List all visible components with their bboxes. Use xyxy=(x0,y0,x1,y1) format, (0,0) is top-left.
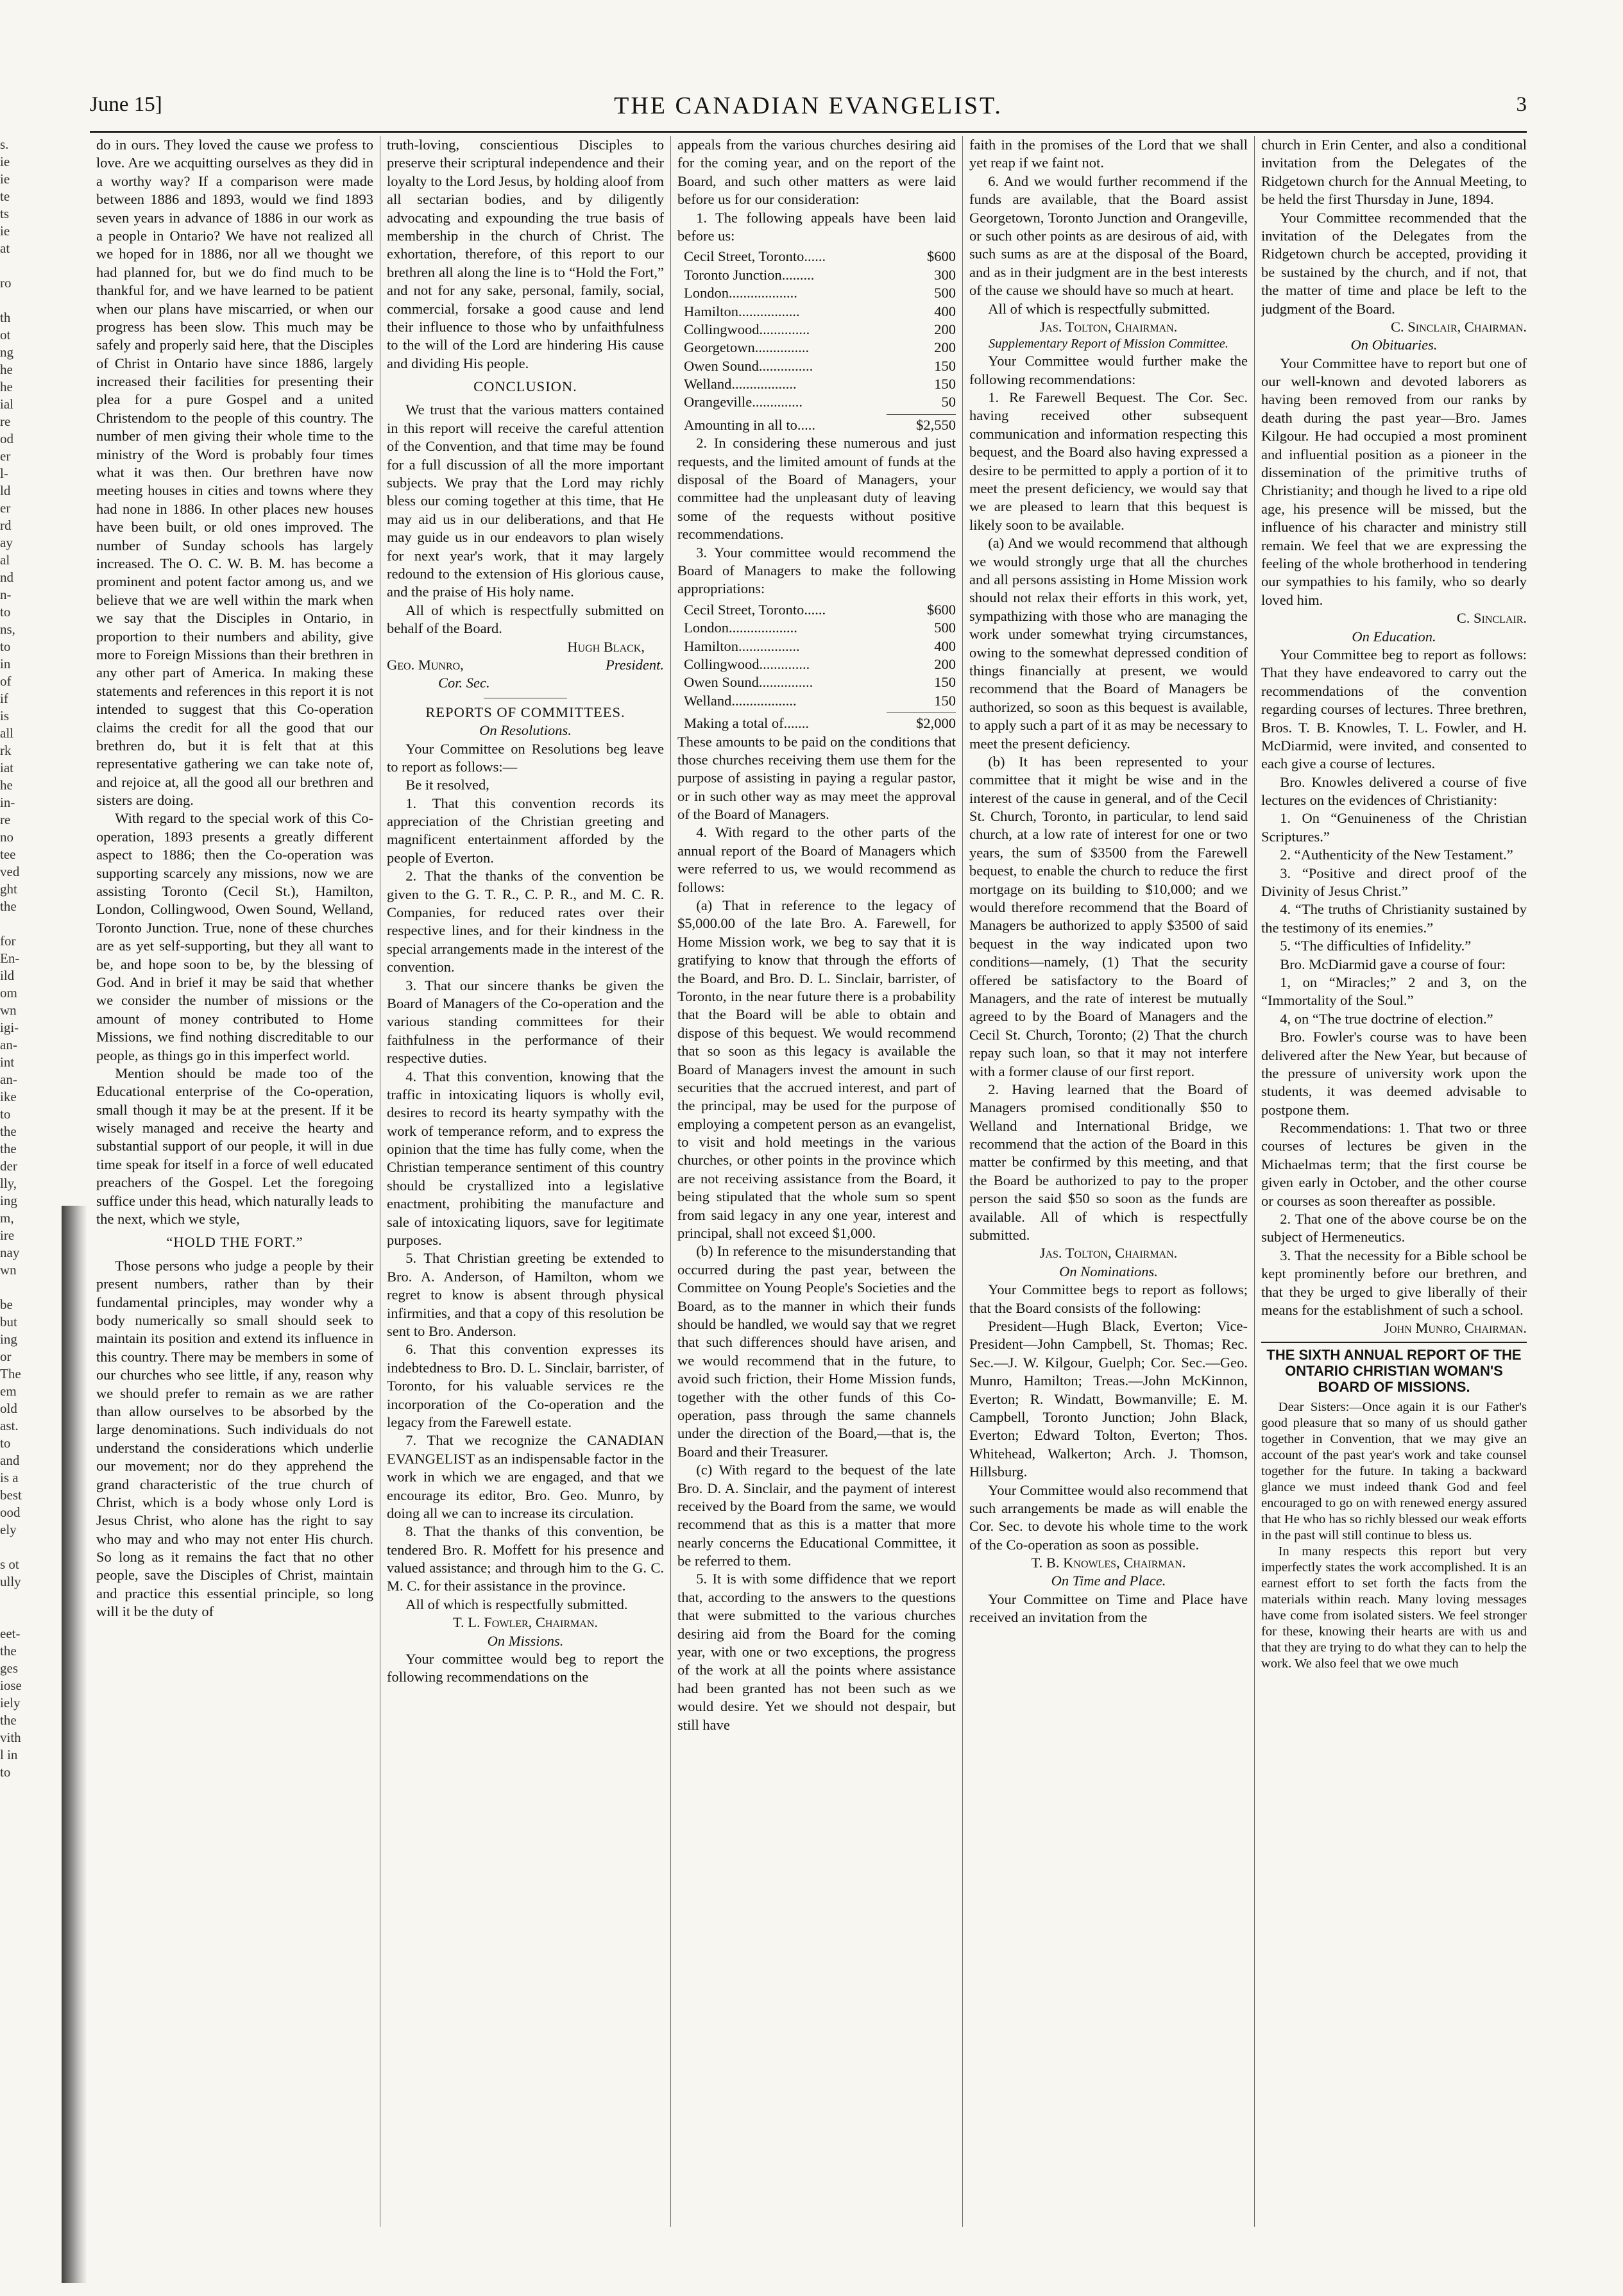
margin-fragment: the xyxy=(0,899,17,914)
margin-fragment: or xyxy=(0,1349,12,1364)
column-divider xyxy=(962,136,963,2227)
subsection-heading: On Missions. xyxy=(487,1632,564,1649)
item-amount: 500 xyxy=(934,285,956,301)
left-margin-fragments xyxy=(0,136,22,1781)
list-item xyxy=(677,393,956,411)
margin-fragment xyxy=(0,1539,19,1556)
item-place: Owen Sound............... xyxy=(684,674,813,691)
margin-fragment: in xyxy=(0,656,11,671)
paragraph: These amounts to be paid on the conditions that those churches receiving them use them for the purpose of assisting in paying a regular pastor, or in such other way as may meet the approval of the Board of Managers. xyxy=(677,733,956,823)
column-2 xyxy=(387,136,664,2227)
item-place: Georgetown............... xyxy=(684,339,810,356)
paragraph: Your Committee have to report but one of our well-known and devoted laborers as having been removed from our ranks by death during the past year—Bro. James Kilgour. He had occupied a most prominent and influential position as a pioneer in the dissemination of the primitive truths of Christianity; and though he lived to a ripe old age, his presence will be missed, but the influence of his character and ministry still remain. We feel that we are expressing the feeling of the whole brotherhood in tendering our sympathies to his family, who so dearly loved him. xyxy=(1261,355,1527,608)
paragraph: appeals from the various churches desiring aid for the coming year, and on the report of the Board, and such other matters as were laid before us for our consideration: xyxy=(677,137,956,208)
subsection-heading: On Education. xyxy=(1352,628,1436,645)
item-amount: 500 xyxy=(934,620,956,636)
margin-fragment: wn xyxy=(0,1002,17,1018)
item-place: Collingwood.............. xyxy=(684,655,810,672)
margin-fragment: the xyxy=(0,1124,17,1139)
margin-fragment: an- xyxy=(0,1072,17,1087)
paragraph: (a) And we would recommend that although we would strongly urge that all the churches and all persons assisting in Home Mission work should not relax their efforts in this work, yet, sympathizing with those who are managing the work under somewhat trying circumstances, owing to the somewhat depressed condition of things financially at present, we would recommend that the Board of Managers be authorized, so soon as this bequest is available, to apply such a part of it as may be necessary to meet the present deficiency. xyxy=(969,535,1248,752)
item-amount: 300 xyxy=(934,266,956,283)
total-label: Making a total of....... xyxy=(684,715,809,732)
margin-fragment: to xyxy=(0,604,11,620)
margin-fragment: l in xyxy=(0,1747,18,1762)
margin-fragment: best xyxy=(0,1487,22,1503)
list-item xyxy=(677,248,956,266)
paragraph: (c) With regard to the bequest of the late Bro. D. A. Sinclair, and the payment of interest received by the Board from the same, we would recommend that as this is a matter that more nearly concerns the Educational Committee, it be referred to them. xyxy=(677,1462,956,1569)
list-item xyxy=(677,321,956,339)
list-item xyxy=(677,266,956,284)
signature: John Munro, Chairman. xyxy=(1384,1320,1527,1337)
margin-fragment xyxy=(0,1279,19,1296)
margin-fragment: ully xyxy=(0,1574,21,1589)
margin-fragment: old xyxy=(0,1401,17,1416)
paragraph: Bro. McDiarmid gave a course of four: xyxy=(1280,956,1506,972)
paragraph: Your Committee recommended that the invitation of the Delegates from the Ridgetown church be accepted, providing it be sustained by the church, and if not, that the matter of time and place be left to the judgment of the Board. xyxy=(1261,209,1527,317)
column-4 xyxy=(969,136,1248,2227)
signature: Jas. Tolton, Chairman. xyxy=(1039,1245,1178,1262)
paragraph: Recommendations: 1. That two or three courses of lectures be given in the Michaelmas term; that the first course be given early in October, and the other course or courses as soon thereafter as possible. xyxy=(1261,1120,1527,1209)
resolution: 2. That the thanks of the convention be given to the G. T. R., C. P. R., and M. C. R. Companies, for reduced rates over their respective lines, and for their kindness in the special arrangements made in the interest of the convention. xyxy=(387,868,664,975)
paragraph: Your Committee begs to report as follows; that the Board consists of the following: xyxy=(969,1281,1248,1316)
resolution: 5. That Christian greeting be extended to Bro. A. Anderson, of Hamilton, whom we regret to know is absent through physical infirmities, and that a copy of this resolution be sent to Bro. Anderson. xyxy=(387,1250,664,1339)
paragraph: Mention should be made too of the Educational enterprise of the Co-operation, small though it may be at the present. If it be wisely managed and receive the hearty and substantial support of our people, it will in due time speak for itself in a force of well educated preachers of the Gospel. Let the foregoing suffice under this head, which naturally leads to the next, which we style, xyxy=(96,1065,373,1228)
paragraph: Your Committee beg to report as follows: That they have endeavored to carry out the recommendations of the convention regarding courses of lectures. Three brethren, Bros. T. B. Knowles, T. L. Fowler, and H. McDiarmid, were invited, and consented to each give a course of lectures. xyxy=(1261,646,1527,772)
margin-fragment: vith xyxy=(0,1730,21,1745)
margin-fragment: ing xyxy=(0,1331,17,1347)
resolution: 6. That this convention expresses its indebtedness to Bro. D. L. Sinclair, barrister, of Toronto, for his valuable services re the incorporation of the Co-operation and the legacy from the Farewell estate. xyxy=(387,1341,664,1430)
margin-fragment: ely xyxy=(0,1522,17,1537)
margin-fragment: lly, xyxy=(0,1176,17,1191)
lecture-item: 1, on “Miracles;” 2 and 3, on the “Immortality of the Soul.” xyxy=(1261,974,1527,1009)
item-place: Collingwood.............. xyxy=(684,321,810,337)
paragraph: Your Committee on Resolutions beg leave to report as follows:— xyxy=(387,740,664,775)
margin-fragment: od xyxy=(0,431,13,446)
margin-fragment: th xyxy=(0,310,11,325)
margin-fragment: nay xyxy=(0,1245,20,1260)
margin-fragment: to xyxy=(0,639,11,654)
margin-fragment: to xyxy=(0,1435,11,1451)
margin-fragment: at xyxy=(0,241,10,256)
margin-fragment: the xyxy=(0,1712,17,1728)
margin-fragment: ld xyxy=(0,483,11,498)
margin-fragment: iat xyxy=(0,760,13,775)
paragraph: Bro. Fowler's course was to have been delivered after the New Year, but because of the pressure of university work upon the students, it was deemed advisable to postpone them. xyxy=(1261,1029,1527,1118)
signature: T. L. Fowler, Chairman. xyxy=(452,1614,599,1631)
column-5 xyxy=(1261,136,1527,2227)
margin-fragment: l- xyxy=(0,466,8,481)
item-amount: 150 xyxy=(934,357,956,374)
subsection-heading: On Time and Place. xyxy=(1051,1573,1166,1589)
appropriations-list xyxy=(677,601,956,710)
paragraph: (b) It has been represented to your committee that it might be wise and in the interest of the cause in general, and of the Cecil St. Church, Toronto, in particular, to lend said church, at a low rate of interest for one or two years, the sum of $3500 from the Farewell bequest, to enable the church to reduce the first mortgage on its building to $10,000; and we would therefore recommend that the Board of Managers be authorized to apply $3500 of said bequest in the way indicated upon two conditions—namely, (1) That the security offered be satisfactory to the Board of Managers, and the rate of interest be mutually agreed to by the Board of Managers and the Cecil St. Church, Toronto; (2) That the church repay such loan, so that it may not interfere with a former clause of our first report. xyxy=(969,753,1248,1079)
margin-fragment: of xyxy=(0,673,12,689)
paragraph: Dear Sisters:—Once again it is our Father's good pleasure that so many of us should gather together in Convention, that we may give an account of the past year's work and take counsel together for the future. In taking a backward glance we must indeed thank God and feel encouraged to go on with renewed energy assured that He who has so richly blessed our weak efforts in the past will still continue to bless us. xyxy=(1261,1399,1527,1542)
subsection-heading: Supplementary Report of Mission Committee. xyxy=(988,337,1229,351)
margin-fragment: ie xyxy=(0,171,10,187)
resolution: 4. That this convention, knowing that the traffic in intoxicating liquors is wholly evil, desires to record its hearty sympathy with the work of temperance reform, and to express the opinion that the time has fully come, when the Christian temperance sentiment of this country should be crystallized into a legislative enactment, prohibiting the manufacture and sale of intoxicating liquors, save for legitimate purposes. xyxy=(387,1068,664,1249)
item-place: Cecil Street, Toronto...... xyxy=(684,248,826,265)
margin-fragment: s ot xyxy=(0,1557,19,1572)
signature: C. Sinclair. xyxy=(1456,610,1527,627)
margin-fragment: the xyxy=(0,1141,17,1156)
item-place: Welland.................. xyxy=(684,376,797,393)
header-rule xyxy=(90,131,1527,133)
list-item xyxy=(677,339,956,357)
subsection-heading: On Resolutions. xyxy=(479,722,572,739)
paragraph: 1. Re Farewell Bequest. The Cor. Sec. having received other subsequent communication and information respecting this bequest, and the Board also having expressed a desire to be permitted to apply a portion of it to meet the present deficiency, we would say that we are pleased to learn that this bequest is likely soon to be available. xyxy=(969,389,1248,533)
margin-fragment: is xyxy=(0,708,10,723)
margin-fragment: if xyxy=(0,691,8,706)
margin-fragment: re xyxy=(0,812,11,827)
list-item xyxy=(677,375,956,393)
item-place: London................... xyxy=(684,285,797,301)
margin-fragment: but xyxy=(0,1314,17,1329)
margin-fragment: iose xyxy=(0,1678,22,1693)
margin-fragment: he xyxy=(0,362,13,377)
margin-fragment: em xyxy=(0,1383,17,1399)
item-amount: $600 xyxy=(927,601,956,618)
lecture-item: 3. “Positive and direct proof of the Divinity of Jesus Christ.” xyxy=(1261,865,1527,900)
list-item xyxy=(677,637,956,655)
list-item xyxy=(677,284,956,302)
margin-fragment: der xyxy=(0,1158,17,1174)
item-amount: 200 xyxy=(934,655,956,672)
section-heading: CONCLUSION. xyxy=(473,378,577,395)
torn-binding-edge xyxy=(62,1206,87,2283)
signature-title: Cor. Sec. xyxy=(438,675,490,691)
margin-fragment: ing xyxy=(0,1193,17,1208)
resolution: 1. That this convention records its appreciation of the Christian greeting and magnificent entertainment afforded by the people of Everton. xyxy=(387,795,664,866)
signature-title: President. xyxy=(605,656,664,673)
item-place: Orangeville.............. xyxy=(684,394,803,410)
margin-fragment: nd xyxy=(0,570,13,585)
margin-fragment: al xyxy=(0,552,10,568)
paragraph: In many respects this report but very imperfectly states the work accomplished. It is an earnest effort to set forth the facts from the materials within reach. Many loving messages have come from isolated sisters. We feel stronger for these, knowing their hearts are with us and that they are trying to do what they can to help the work. We also feel that we owe much xyxy=(1261,1544,1527,1671)
paragraph: Those persons who judge a people by their present numbers, rather than by their fundamental principles, may wonder why a body numerically so small should seek to maintain its position and extend its influence in this country. There may be members in some of our churches who see little, if any, reason why we should prefer to remain as we are rather than allow ourselves to be absorbed by the large denominations. Such individuals do not understand the considerations which underlie our movement; nor do they apprehend the grand characteristic of the true church of Christ, which is a body whose only Lord is Jesus Christ, who alone has the right to say who may and who may not enter His church. So long as it remains the fact that no other people, save the Disciples of Christ, maintain and practice this essential principle, so long will it be the duty of xyxy=(96,1257,373,1620)
margin-fragment: ie xyxy=(0,223,10,239)
margin-fragment: the xyxy=(0,1643,17,1659)
item-place: Toronto Junction......... xyxy=(684,266,815,283)
paragraph: (a) That in reference to the legacy of $5,000.00 of the late Bro. A. Farewell, for Home Mission work, we beg to say that it is gratifying to know that through the efforts of the Board, and Bro. D. L. Sinclair, barrister, of Toronto, in the near future there is a probability that the Board will be able to obtain and dispose of this bequest. We would recommend that so soon as this legacy is available the Board of Managers invest the amount in such securities that the accrued interest, and part of the principal, may be used for the purpose of employing a competent person as an evangelist, to visit and hold meetings in the various churches, or other points in the province which are not receiving assistance from the Board, it being stipulated that the whole sum so spent from said legacy in any one year, interest and principal, shall not exceed $1,000. xyxy=(677,897,956,1242)
resolution: 8. That the thanks of this convention, be tendered Bro. R. Moffett for his presence and valued assistance; and through him to the G. C. M. C. for their assistance in the province. xyxy=(387,1523,664,1594)
signature: C. Sinclair, Chairman. xyxy=(1391,318,1527,335)
column-divider xyxy=(670,136,671,2227)
paragraph: 1. The following appeals have been laid before us: xyxy=(677,209,956,244)
list-item xyxy=(677,655,956,673)
total-value: $2,000 xyxy=(916,715,956,732)
paragraph: (b) In reference to the misunderstanding that occurred during the past year, between the Committee on Young People's Societies and the Board, as to the manner in which their funds should be handled, we would say that we regret that such differences should have arisen, and we would recommend that in the future, to avoid such friction, their Home Mission funds, together with the other funds of this Co-operation, pass through the same channels under the direction of the Board,—that is, the Board and their Treasurer. xyxy=(677,1243,956,1460)
margin-fragment xyxy=(0,257,19,274)
section-heading: “HOLD THE FORT.” xyxy=(166,1234,303,1251)
signature: Hugh Black, xyxy=(567,638,645,655)
margin-fragment: En- xyxy=(0,950,20,966)
subsection-heading: On Obituaries. xyxy=(1350,337,1438,353)
margin-fragment xyxy=(0,915,19,933)
item-amount: 400 xyxy=(934,637,956,654)
paragraph: 2. That one of the above course be on the subject of Hermeneutics. xyxy=(1261,1211,1527,1245)
resolution: 3. That our sincere thanks be given the Board of Managers of the Co-operation and the various standing committees for their faithfulness in the performance of their respective duties. xyxy=(387,977,664,1067)
margin-fragment: om xyxy=(0,985,17,1000)
column-divider xyxy=(1254,136,1255,2227)
appeals-total xyxy=(677,416,956,434)
paragraph: Your committee would beg to report the following recommendations on the xyxy=(387,1651,664,1685)
list-item xyxy=(677,357,956,375)
resolution: 7. That we recognize the CANADIAN EVANGELIST as an indispensable factor in the work in which we are engaged, and that we encourage its editor, Bro. Geo. Munro, by doing all we can to increase its circulation. xyxy=(387,1432,664,1521)
signature: Geo. Munro, xyxy=(387,656,464,673)
item-place: Cecil Street, Toronto...... xyxy=(684,601,826,618)
lecture-item: 1. On “Genuineness of the Christian Scriptures.” xyxy=(1261,810,1527,845)
margin-fragment: no xyxy=(0,829,13,845)
margin-fragment: ial xyxy=(0,396,13,412)
margin-fragment: all xyxy=(0,725,13,741)
margin-fragment: wn xyxy=(0,1262,17,1278)
lecture-item: 5. “The difficulties of Infidelity.” xyxy=(1280,938,1472,954)
margin-fragment: eet- xyxy=(0,1626,21,1641)
margin-fragment: is a xyxy=(0,1470,19,1485)
paragraph: Your Committee would further make the following recommendations: xyxy=(969,353,1248,387)
margin-fragment: te xyxy=(0,189,10,204)
separator xyxy=(887,414,956,415)
item-amount: 150 xyxy=(934,376,956,393)
margin-fragment: ay xyxy=(0,535,13,550)
paragraph: All of which is respectfully submitted. xyxy=(405,1596,628,1612)
signature: Jas. Tolton, Chairman. xyxy=(1039,318,1178,335)
total-label: Amounting in all to..... xyxy=(684,416,815,433)
page-number: 3 xyxy=(1516,93,1527,116)
margin-fragment: rd xyxy=(0,518,12,533)
masthead xyxy=(90,93,1527,131)
signature-row xyxy=(387,656,664,674)
paragraph: truth-loving, conscientious Disciples to preserve their scriptural independence and their loyalty to the Lord Jesus, by holding aloof from all sectarian bodies, and by diligently advocating and expounding the true basis of membership in the church of Christ. The exhortation, therefore, of this report to our brethren all along the line is to “Hold the Fort,” and not for any sake, personal, family, social, commercial, forsake a good cause and lend their influence to those who by unfaithfulness to the will of the Lord are hindering His cause and dividing His people. xyxy=(387,137,664,371)
paragraph: 6. And we would further recommend if the funds are available, that the Board assist Georgetown, Toronto Junction and Orangeville, or such other points as are desirous of aid, with such sums as are at the disposal of the Board, and as in their judgment are in the best interests of the cause we should have so much at heart. xyxy=(969,173,1248,299)
paragraph: 3. Your committee would recommend the Board of Managers to make the following appropriations: xyxy=(677,544,956,597)
margin-fragment: to xyxy=(0,1106,11,1122)
margin-fragment: ild xyxy=(0,968,15,983)
lecture-item: 2. “Authenticity of the New Testament.” xyxy=(1280,847,1513,863)
list-item xyxy=(677,303,956,321)
newspaper-title: THE CANADIAN EVANGELIST. xyxy=(614,92,1003,119)
paragraph: Your Committee on Time and Place have received an invitation from the xyxy=(969,1591,1248,1626)
paragraph: Your Committee would also recommend that such arrangements be made as will enable the Cor. Sec. to devote his whole time to the work of the Co-operation as soon as possible. xyxy=(969,1481,1248,1553)
subsection-heading: On Nominations. xyxy=(1059,1263,1158,1279)
paragraph: faith in the promises of the Lord that we shall yet reap if we faint not. xyxy=(969,137,1248,171)
item-amount: $600 xyxy=(927,248,956,265)
paragraph: 5. It is with some diffidence that we report that, according to the answers to the questions that were submitted to the various churches desiring aid from the Board for the coming year, with one or two exceptions, the progress of the work at all the points where assistance had been granted has not been such as we would desire. Yet we should not despair, but still have xyxy=(677,1571,956,1733)
margin-fragment: rk xyxy=(0,743,12,758)
margin-fragment: n- xyxy=(0,587,12,602)
paragraph: Bro. Knowles delivered a course of five lectures on the evidences of Christianity: xyxy=(1261,773,1527,809)
margin-fragment xyxy=(0,1591,19,1608)
item-amount: 200 xyxy=(934,339,956,356)
paragraph: President—Hugh Black, Everton; Vice-President—John Campbell, St. Thomas; Rec. Sec.—J. W. Kilgour, Guelph; Cor. Sec.—Geo. Munro, Hamilton; Treas.—John McKinnon, Everton; R. Windatt, Bowmanville; E. M. Campbell, Toronto Junction; John Black, Everton; Edward Tolton, Everton; Thos. Whitehead, Walkerton; Arch. J. Thomson, Hillsburg. xyxy=(969,1318,1248,1480)
margin-fragment: re xyxy=(0,414,11,429)
column-1 xyxy=(96,136,373,2227)
lecture-item: 4, on “The true doctrine of election.” xyxy=(1280,1010,1493,1027)
margin-fragment: ts xyxy=(0,206,10,221)
column-3 xyxy=(677,136,956,2227)
margin-fragment: er xyxy=(0,500,11,516)
total-value: $2,550 xyxy=(916,416,956,433)
lecture-item: 4. “The truths of Christianity sustained by the testimony of its enemies.” xyxy=(1261,901,1527,936)
paragraph: do in ours. They loved the cause we profess to love. Are we acquitting ourselves as they did in a worthy way? If a comparison were made between 1886 and 1893, would we find 1893 seven years in advance of 1886 in our work as a people in Ontario? We have not realized all we hoped for in 1886, nor all we thought we had planned for, but we do find much to be thankful for, and we have learned to be patient when our plans have miscarried, or when our progress has been slow. This much may be safely and properly said here, that the Disciples of Christ in Ontario have since 1886, largely increased their facilities for presenting their plea for a pure Gospel and a united Christendom to the people of this country. The number of men giving their whole time to the ministry of the Word is probably four times what it was then. Our brethren have now meeting houses in cities and towns where they had none in 1886. In other places new houses have been built, or old ones improved. The number of Sunday schools has largely increased. The O. C. W. B. M. has become a prominent and potent factor among us, and we believe that we are well within the mark when we say that the Disciples in Ontario, in proportion to their numbers and ability, give more to Foreign Missions than their brethren in any other part of America. In making these statements and references in this report it is not intended to suggest that this Co-operation claims the credit for all the good that our brethren do, but it is felt that at this representative gathering we can take note of, and rejoice at, all the good all our brethren and sisters are doing. xyxy=(96,137,373,809)
margin-fragment: iely xyxy=(0,1695,21,1710)
signature: T. B. Knowles, Chairman. xyxy=(1031,1555,1186,1571)
margin-fragment xyxy=(0,292,19,309)
issue-date: June 15] xyxy=(90,93,162,116)
margin-fragment: ood xyxy=(0,1505,21,1520)
margin-fragment: he xyxy=(0,777,13,793)
list-item xyxy=(677,601,956,619)
list-item xyxy=(677,673,956,691)
item-amount: 150 xyxy=(934,692,956,709)
margin-fragment: igi- xyxy=(0,1020,19,1035)
margin-fragment: er xyxy=(0,448,11,464)
paragraph: We trust that the various matters contained in this report will receive the careful attention of the Convention, and that time may be found for a full discussion of all the more important subjects. We pray that the Lord may richly bless our coming together at this time, that He may aid us in our deliberations, and that He may guide us in our endeavors to plan wisely for next year's work, that it may largely redound to the extension of His glorious cause, and the praise of His holy name. xyxy=(387,401,664,600)
margin-fragment: s. xyxy=(0,137,9,152)
margin-fragment: ast. xyxy=(0,1418,19,1433)
margin-fragment: an- xyxy=(0,1037,17,1052)
paragraph: 4. With regard to the other parts of the annual report of the Board of Managers which were referred to us, we would recommend as follows: xyxy=(677,824,956,895)
margin-fragment: ved xyxy=(0,864,20,879)
item-amount: 150 xyxy=(934,674,956,691)
margin-fragment: ght xyxy=(0,881,17,897)
section-heading: REPORTS OF COMMITTEES. xyxy=(425,704,625,720)
paragraph: With regard to the special work of this Co-operation, 1893 presents a greatly different aspect to 1886; then the Co-operation was supporting scarcely any missions, now we are assisting Toronto (Cecil St.), Hamilton, London, Collingwood, Owen Sound, Welland, Toronto Junction. True, none of these churches are as yet self-supporting, but they all want to be, and hope soon to be, by the blessing of God. And in brief it may be said that whether we consider the number of missions or the amount of money contributed to Home Missions, we find nothing discreditable to our people, as things go in this imperfect world. xyxy=(96,810,373,1063)
margin-fragment: for xyxy=(0,933,16,949)
margin-fragment: he xyxy=(0,379,13,394)
margin-fragment: ng xyxy=(0,344,13,360)
margin-fragment: in- xyxy=(0,795,15,810)
appeals-list xyxy=(677,248,956,412)
margin-fragment xyxy=(0,1608,19,1625)
list-item xyxy=(677,692,956,710)
item-place: London................... xyxy=(684,620,797,636)
margin-fragment: ot xyxy=(0,327,11,342)
margin-fragment: ro xyxy=(0,275,12,291)
paragraph: 2. In considering these numerous and just requests, and the limited amount of funds at the disposal of the Board of Managers, your committee had the unpleasant duty of leaving some of the requests without positive recommendations. xyxy=(677,435,956,543)
margin-fragment: ike xyxy=(0,1089,17,1104)
item-place: Hamilton................. xyxy=(684,637,800,654)
margin-fragment: The xyxy=(0,1366,21,1381)
margin-fragment: ns, xyxy=(0,621,15,637)
paragraph: Be it resolved, xyxy=(405,777,489,793)
item-amount: 200 xyxy=(934,321,956,337)
margin-fragment: to xyxy=(0,1764,11,1780)
article-headline: THE SIXTH ANNUAL REPORT OF THE ONTARIO CHRISTIAN WOMAN'S BOARD OF MISSIONS. xyxy=(1261,1342,1527,1396)
paragraph: 3. That the necessity for a Bible school be kept prominently before our brethren, and that they be urged to give liberally of their means for the establishment of such a school. xyxy=(1261,1247,1527,1318)
margin-fragment: ges xyxy=(0,1660,18,1676)
item-place: Welland.................. xyxy=(684,692,797,709)
paragraph: church in Erin Center, and also a conditional invitation from the Delegates of the Ridgetown church for the Annual Meeting, to be held the first Thursday in June, 1894. xyxy=(1261,137,1527,208)
item-place: Hamilton................. xyxy=(684,303,800,319)
appropriations-total xyxy=(677,714,956,732)
paragraph: All of which is respectfully submitted. xyxy=(988,300,1211,317)
margin-fragment: ie xyxy=(0,154,10,169)
paragraph: All of which is respectfully submitted on behalf of the Board. xyxy=(387,602,664,637)
item-amount: 400 xyxy=(934,303,956,319)
list-item xyxy=(677,619,956,637)
margin-fragment: m, xyxy=(0,1210,14,1226)
margin-fragment: and xyxy=(0,1453,20,1468)
margin-fragment: ire xyxy=(0,1228,15,1243)
margin-fragment: int xyxy=(0,1054,15,1070)
item-place: Owen Sound............... xyxy=(684,357,813,374)
margin-fragment: tee xyxy=(0,847,16,862)
margin-fragment: be xyxy=(0,1297,13,1312)
paragraph: 2. Having learned that the Board of Managers promised conditionally $50 to Welland and International Bridge, we recommend that the action of the Board in this matter be confirmed by this meeting, and that the Board be authorized to pay to the proper person the said $50 so soon as the funds are available. All of which is respectfully submitted. xyxy=(969,1081,1248,1244)
item-amount: 50 xyxy=(941,394,956,410)
